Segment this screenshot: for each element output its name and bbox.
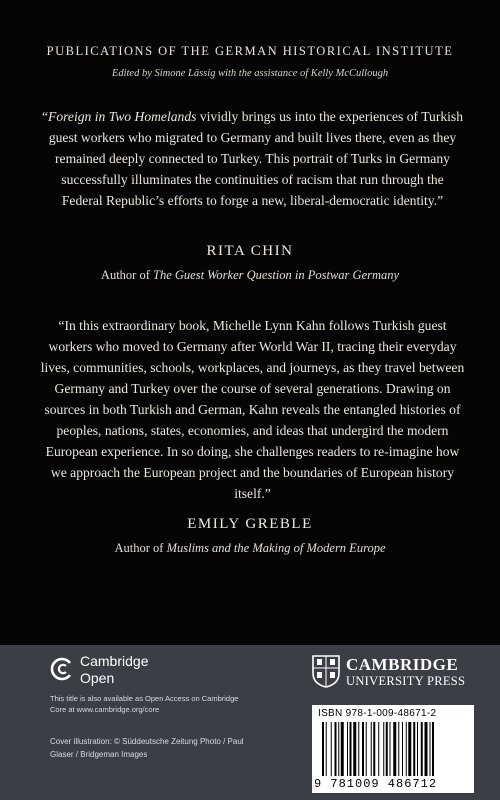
- barcode-bar: [358, 722, 359, 776]
- cover-illustration-credit: Cover illustration: © Süddeutsche Zeitung Photo / Paul Glaser / Bridgeman Images: [50, 737, 244, 759]
- endorser-name-1: RITA CHIN: [206, 243, 294, 259]
- author-of-prefix: Author of: [100, 268, 153, 282]
- open-access-note: This title is also available as Open Access on Cambridge Core at www.cambridge.org/core: [50, 694, 239, 714]
- barcode-bar: [353, 722, 356, 776]
- endorser-credential-1: [0, 268, 500, 283]
- publisher-name: CAMBRIDGE: [346, 655, 459, 674]
- endorser-book-2: Muslims and the Making of Modern Europe: [166, 541, 386, 555]
- back-cover-footer: [0, 645, 500, 800]
- barcode-panel: [312, 705, 474, 793]
- barcode-bar: [331, 722, 332, 776]
- barcode-bar: [335, 722, 337, 776]
- cambridge-open-logo-icon: [50, 657, 74, 681]
- barcode-bar: [386, 722, 388, 776]
- barcode-bar: [390, 722, 391, 776]
- series-title: PUBLICATIONS OF THE GERMAN HISTORICAL INSTITUTE: [46, 44, 454, 58]
- barcode-icon: [322, 722, 466, 776]
- publisher-subname: UNIVERSITY PRESS: [346, 674, 466, 688]
- barcode-bar: [402, 722, 403, 776]
- barcode-bar: [430, 722, 431, 776]
- barcode-bar: [326, 722, 327, 776]
- university-shield-icon: [312, 655, 340, 688]
- barcode-bar: [341, 722, 344, 776]
- barcode-bar: [421, 722, 423, 776]
- barcode-bar: [408, 722, 411, 776]
- quoted-book-title: Foreign in Two Homelands: [48, 109, 197, 124]
- barcode-bar: [413, 722, 415, 776]
- endorser-credential-2: [0, 541, 500, 556]
- endorser-name-2: EMILY GREBLE: [187, 516, 313, 532]
- endorser-book-1: The Guest Worker Question in Postwar Germany: [153, 268, 400, 282]
- cambridge-open-wordmark-line2: Open: [80, 670, 115, 686]
- barcode-bar: [322, 722, 324, 776]
- endorsement-quote-1: [40, 106, 465, 211]
- isbn-label: ISBN 978-1-009-48671-2: [318, 708, 437, 719]
- cambridge-open-wordmark-line1: Cambridge: [80, 653, 149, 669]
- barcode-digits: 9 781009 486712: [314, 777, 438, 791]
- barcode-bar: [406, 722, 407, 776]
- barcode-bar: [362, 722, 364, 776]
- barcode-bar: [378, 722, 379, 776]
- barcode-bar: [347, 722, 348, 776]
- barcode-bar: [366, 722, 367, 776]
- barcode-bar: [398, 722, 399, 776]
- barcode-bar: [417, 722, 418, 776]
- barcode-bar: [425, 722, 428, 776]
- barcode-bar: [350, 722, 352, 776]
- series-editors: Edited by Simone Lässig with the assistance of Kelly McCullough: [111, 68, 389, 79]
- barcode-bar: [338, 722, 339, 776]
- endorsement-quote-1-text: vividly brings us into the experiences of Turkish guest workers who migrated to Germany and built lives there, even as they remained deeply connected to Turkey. This portrait of Turks in Germany successfully illuminates the continuities of racism that run through the Federal Republic’s efforts to forge a new, liberal-democratic identity.”: [48, 109, 464, 208]
- barcode-bar: [432, 722, 434, 776]
- barcode-bar: [371, 722, 372, 776]
- quote-open-mark: “: [41, 109, 49, 124]
- barcode-bar: [393, 722, 396, 776]
- endorsement-quote-2: “In this extraordinary book, Michelle Lynn Kahn follows Turkish guest workers who moved to Germany after World War II, tracing their everyday lives, communities, schools, workplaces, and journeys, as they travel between Germany and Turkey over the course of several generations. Drawing on sources in both Turkish and German, Kahn reveals the entangled histories of peoples, nations, states, economies, and ideas that undergird the modern European experience. In so doing, she challenges readers to re-imagine how we approach the European project and the boundaries of European history itself.”: [40, 318, 465, 501]
- author-of-prefix: Author of: [114, 541, 167, 555]
- barcode-bar: [373, 722, 375, 776]
- barcode-bar: [383, 722, 384, 776]
